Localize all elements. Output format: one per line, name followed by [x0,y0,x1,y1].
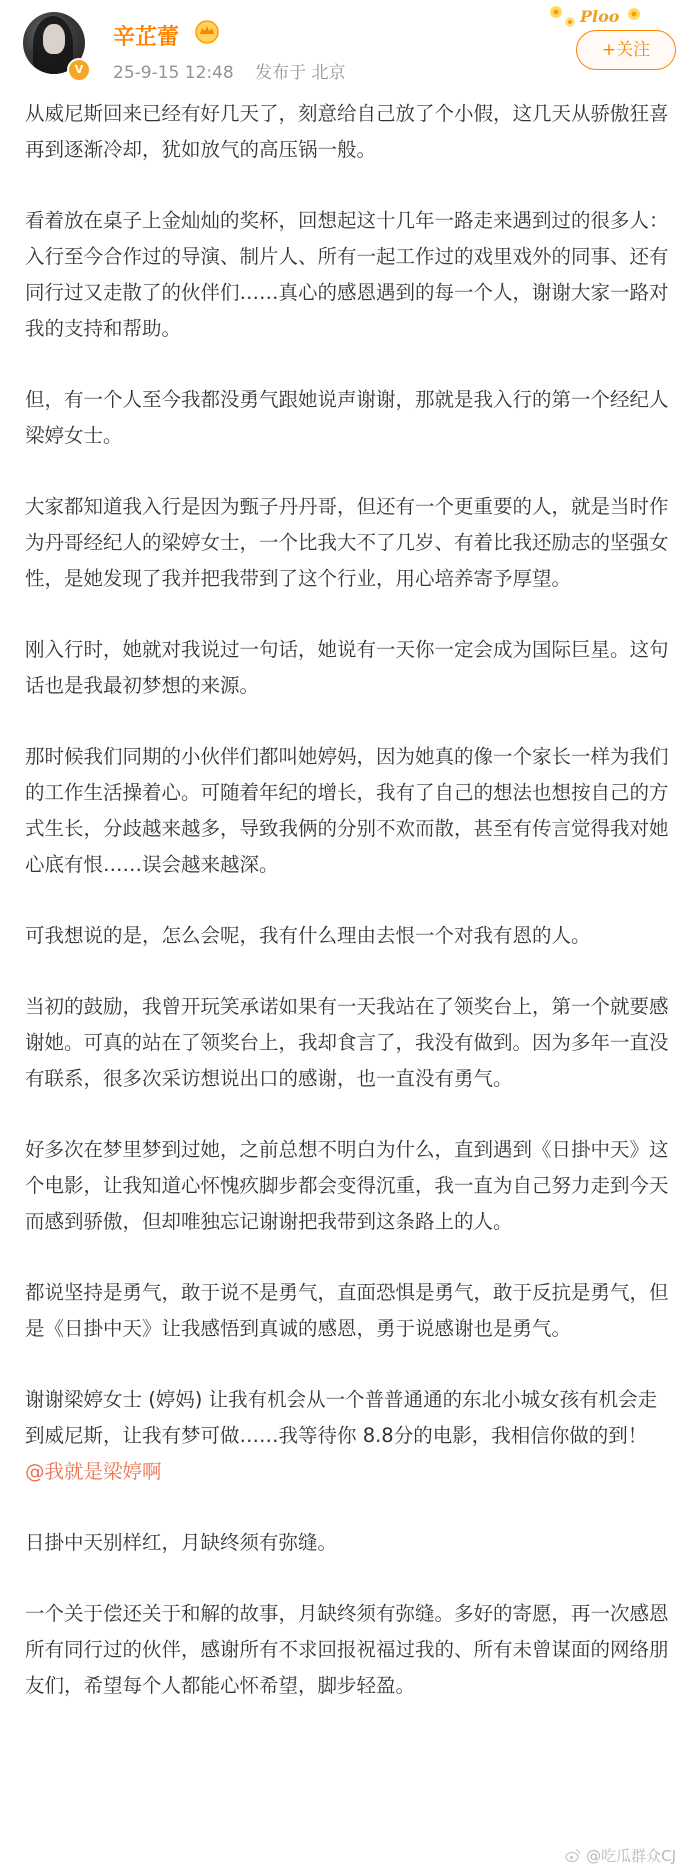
post-paragraph: 谢谢梁婷女士 (婷妈) 让我有机会从一个普普通通的东北小城女孩有机会走到威尼斯，让我有梦可做……我等待你 8.8分的电影，我相信你做的到！ [25,1388,658,1447]
decoration-text: Ploo [580,7,620,26]
post-timestamp[interactable]: 25-9-15 12:48 [113,63,234,83]
post-paragraph: 从威尼斯回来已经有好几天了，刻意给自己放了个小假，这几天从骄傲狂喜再到逐渐冷却，犹如放气的高压锅一般。 [25,102,669,161]
post-paragraph: 那时候我们同期的小伙伴们都叫她婷妈，因为她真的像一个家长一样为我们的工作生活操着心。可随着年纪的增长，我有了自己的想法也想按自己的方式生长，分歧越来越多，导致我俩的分别不欢而散，甚至有传言觉得我对她心底有恨……误会越来越深。 [25,745,669,876]
post-paragraph: 日掛中天别样红，月缺终须有弥缝。 [25,1531,338,1554]
avatar-face [43,24,65,54]
weibo-logo-icon [565,1847,581,1863]
post-paragraph: 好多次在梦里梦到过她，之前总想不明白为什么，直到遇到《日掛中天》这个电影，让我知道心怀愧疚脚步都会变得沉重，我一直为自己努力走到今天而感到骄傲，但却唯独忘记谢谢把我带到这条路上的人。 [25,1138,669,1233]
post-paragraph: 当初的鼓励，我曾开玩笑承诺如果有一天我站在了领奖台上，第一个就要感谢她。可真的站在了领奖台上，我却食言了，我没有做到。因为多年一直没有联系，很多次采访想说出口的感谢，也一直没有勇气。 [25,995,669,1090]
post-body [25,96,670,1739]
post-paragraph: 都说坚持是勇气，敢于说不是勇气，直面恐惧是勇气，敢于反抗是勇气，但是《日掛中天》让我感悟到真诚的感恩，勇于说感谢也是勇气。 [25,1281,669,1340]
post-paragraph: 但，有一个人至今我都没勇气跟她说声谢谢，那就是我入行的第一个经纪人梁婷女士。 [25,388,669,447]
verified-badge-icon: V [67,58,91,82]
post-header [0,0,690,90]
post-location: 发布于 北京 [255,63,346,83]
watermark-text: @吃瓜群众CJ [586,1847,676,1865]
post-paragraph: 刚入行时，她就对我说过一句话，她说有一天你一定会成为国际巨星。这句话也是我最初梦想的来源。 [25,638,669,697]
post-paragraph: 可我想说的是，怎么会呢，我有什么理由去恨一个对我有恩的人。 [25,924,591,947]
post-paragraph: 大家都知道我入行是因为甄子丹丹哥，但还有一个更重要的人，就是当时作为丹哥经纪人的梁婷女士，一个比我大不了几岁、有着比我还励志的坚强女性，是她发现了我并把我带到了这个行业，用心培养寄予厚望。 [25,495,669,590]
post-paragraph: 看着放在桌子上金灿灿的奖杯，回想起这十几年一路走来遇到过的很多人：入行至今合作过的导演、制片人、所有一起工作过的戏里戏外的同事、还有同行过又走散了的伙伴们……真心的感恩遇到的每一个人，谢谢大家一路对我的支持和帮助。 [25,209,669,340]
watermark [565,1845,676,1866]
user-name[interactable]: 辛芷蕾 [113,25,180,50]
mention-link[interactable]: @我就是梁婷啊 [25,1460,162,1483]
vip-crown-icon [193,20,221,44]
post-meta [113,58,362,83]
post-paragraph: 一个关于偿还关于和解的故事，月缺终须有弥缝。多好的寄愿，再一次感恩所有同行过的伙伴，感谢所有不求回报祝福过我的、所有未曾谋面的网络朋友们，希望每个人都能心怀希望，脚步轻盈。 [25,1602,669,1697]
follow-button[interactable]: +关注 [576,30,676,70]
